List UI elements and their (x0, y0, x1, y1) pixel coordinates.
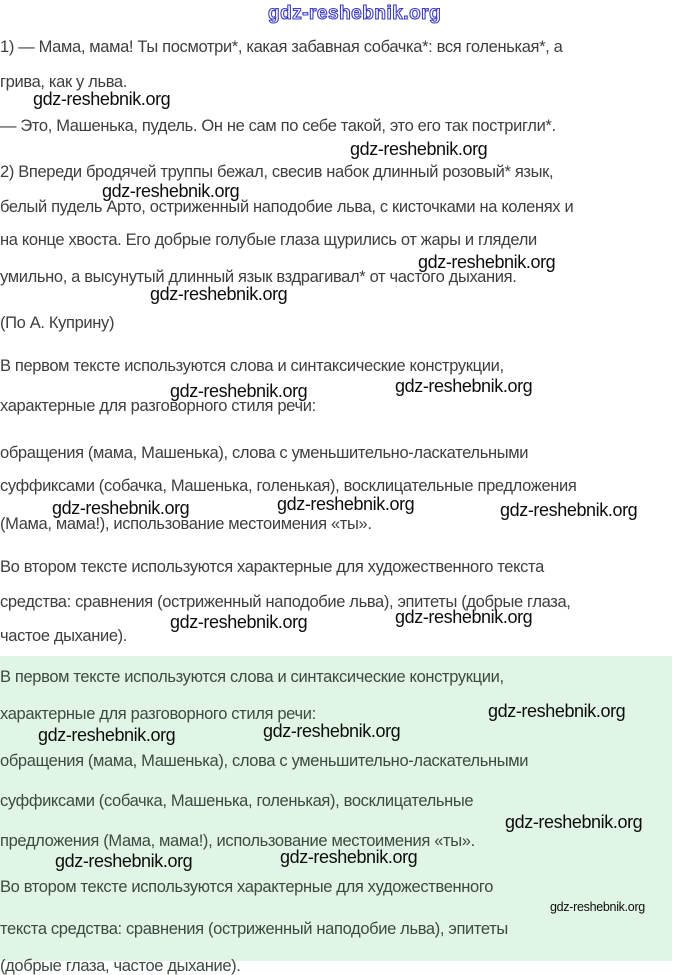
watermark: gdz-reshebnik.org (170, 612, 308, 632)
text-line: суффиксами (собачка, Машенька, голенькая), восклицательные предложения (0, 477, 577, 495)
answer-text-line: (добрые глаза, частое дыхание). (0, 957, 241, 975)
answer-text-line: В первом тексте используются слова и синтаксические конструкции, (0, 668, 504, 686)
text-line: обращения (мама, Машенька), слова с уменьшительно-ласкательными (0, 444, 529, 462)
text-line: грива, как у льва. (0, 73, 127, 91)
text-line: В первом тексте используются слова и синтаксические конструкции, (0, 357, 504, 375)
watermark: gdz-reshebnik.org (350, 139, 488, 159)
watermark: gdz-reshebnik.org (170, 381, 308, 401)
watermark: gdz-reshebnik.org (52, 498, 190, 518)
text-line: характерные для разговорного стиля речи: (0, 397, 316, 415)
watermark: gdz-reshebnik.org (277, 494, 415, 514)
text-line: 1) — Мама, мама! Ты посмотри*, какая забавная собачка*: вся голенькая*, а (0, 38, 563, 56)
watermark-small: gdz-reshebnik.org (550, 900, 645, 914)
answer-text-line: обращения (мама, Машенька), слова с уменьшительно-ласкательными (0, 752, 529, 770)
text-line: частое дыхание). (0, 627, 128, 645)
watermark-outline: gdz-reshebnik.org (268, 3, 442, 24)
watermark: gdz-reshebnik.org (55, 851, 193, 871)
answer-text-line: текста средства: сравнения (остриженный наподобие льва), эпитеты (0, 920, 508, 938)
watermark: gdz-reshebnik.org (38, 725, 176, 745)
text-line: (Мама, мама!), использование местоимения «ты». (0, 515, 372, 533)
watermark: gdz-reshebnik.org (505, 812, 643, 832)
answer-text-line: характерные для разговорного стиля речи: (0, 705, 316, 723)
answer-text-line: Во втором тексте используются характерные для художественного (0, 878, 494, 896)
watermark: gdz-reshebnik.org (263, 721, 401, 741)
watermark: gdz-reshebnik.org (150, 284, 288, 304)
text-line: (По А. Куприну) (0, 314, 115, 332)
watermark: gdz-reshebnik.org (395, 607, 533, 627)
answer-text-line: предложения (Мама, мама!), использование местоимения «ты». (0, 832, 475, 850)
watermark: gdz-reshebnik.org (280, 847, 418, 867)
watermark: gdz-reshebnik.org (488, 701, 626, 721)
answer-text-line: суффиксами (собачка, Машенька, голенькая), восклицательные (0, 792, 474, 810)
watermark: gdz-reshebnik.org (500, 500, 638, 520)
text-line: белый пудель Арто, остриженный наподобие льва, с кисточками на коленях и (0, 198, 574, 216)
watermark: gdz-reshebnik.org (418, 252, 556, 272)
text-line: — Это, Машенька, пудель. Он не сам по себе такой, это его так постригли*. (0, 117, 556, 135)
watermark: gdz-reshebnik.org (102, 181, 240, 201)
watermark: gdz-reshebnik.org (395, 376, 533, 396)
text-line: средства: сравнения (остриженный наподобие льва), эпитеты (добрые глаза, (0, 593, 571, 611)
text-line: Во втором тексте используются характерные для художественного текста (0, 558, 544, 576)
text-line: на конце хвоста. Его добрые голубые глаза щурились от жары и глядели (0, 231, 537, 249)
text-line: умильно, а высунутый длинный язык вздрагивал* от частого дыхания. (0, 268, 517, 286)
watermark: gdz-reshebnik.org (33, 89, 171, 109)
text-line: 2) Впереди бродячей труппы бежал, свесив набок длинный розовый* язык, (0, 163, 554, 181)
